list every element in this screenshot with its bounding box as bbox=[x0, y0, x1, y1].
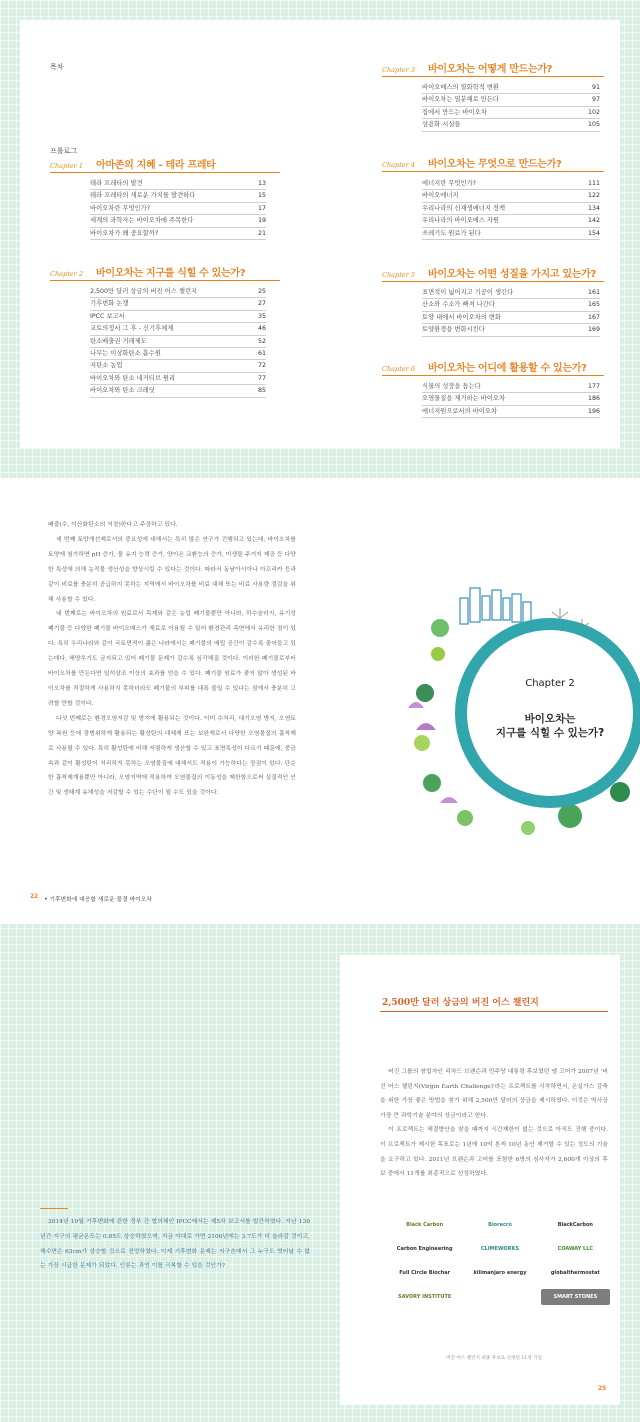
toc-entry-title: 바이오에너지 bbox=[422, 192, 459, 200]
toc-entry-page: 17 bbox=[257, 204, 266, 212]
toc-entry[interactable] bbox=[90, 286, 266, 298]
chapter-title-line: 지구를 식힐 수 있는가? bbox=[495, 727, 605, 739]
chapter-number: Chapter 5 bbox=[382, 271, 415, 279]
logo-blackcarbon: BlackCarbon bbox=[557, 1222, 593, 1228]
toc-entry-page: 167 bbox=[587, 313, 600, 321]
toc-entry-page: 97 bbox=[591, 96, 600, 104]
toc-entry-page: 111 bbox=[587, 180, 600, 187]
toc-entry[interactable] bbox=[422, 312, 600, 324]
toc-entry[interactable] bbox=[422, 119, 600, 131]
chapter-3-list bbox=[422, 82, 600, 132]
chapter-4-heading[interactable] bbox=[382, 155, 562, 170]
note-text bbox=[40, 1215, 310, 1274]
toc-entry-page: 35 bbox=[257, 312, 266, 320]
toc-entry-title: 2,500만 달러 상금의 버진 어스 챌린지 bbox=[90, 288, 198, 295]
toc-entry-page: 91 bbox=[591, 84, 600, 91]
toc-entry-page: 169 bbox=[587, 326, 600, 334]
toc-entry-title: 바이오차는 열분해로 만든다 bbox=[422, 96, 499, 104]
toc-entry[interactable] bbox=[90, 385, 266, 397]
toc-entry[interactable] bbox=[422, 82, 600, 94]
chapter-4-list bbox=[422, 178, 600, 240]
section-paragraph: 버진 그룹의 창업자인 리차드 브랜슨과 민주당 대통령 후보였던 앨 고어가 2007년 '버진 어스 챌린지(Virgin Earth Challenge)'라는 프로젝트를 시작하면서, 온실가스 감축을 위한 가장 좋은 방법을 찾기 위해 2,500만 달러의 상금을 제시하였다. 이것은 역사상 가장 큰 과학기술 분야의 상금이라고 한다. bbox=[380, 1069, 608, 1119]
toc-entry-title: 바이오차와 탄소 네거티브 원리 bbox=[90, 374, 176, 382]
page-number: 25 bbox=[598, 1385, 607, 1392]
logo-full-circle-biochar: Full Circle Biochar bbox=[399, 1270, 451, 1276]
toc-entry[interactable] bbox=[422, 203, 600, 215]
toc-entry[interactable] bbox=[422, 94, 600, 106]
toc-entry-title: 바이오매스의 열화학적 변환 bbox=[422, 84, 499, 91]
section-page bbox=[340, 955, 620, 1405]
toc-entry-page: 186 bbox=[587, 395, 600, 403]
chapter-3-heading[interactable] bbox=[382, 60, 552, 75]
toc-entry-page: 77 bbox=[257, 374, 266, 382]
toc-heading: 목차 bbox=[50, 63, 64, 71]
toc-entry-page: 21 bbox=[257, 229, 266, 237]
logo-coaway: COAWAY LLC bbox=[557, 1246, 594, 1252]
logo-biorecro: Biorecro bbox=[488, 1222, 512, 1228]
toc-entry[interactable] bbox=[422, 215, 600, 227]
toc-entry-title: 나무는 이상화탄소 흡수원 bbox=[90, 349, 161, 357]
chapter-divider bbox=[382, 171, 604, 172]
logo-globalthermostat: globalthermostat bbox=[550, 1270, 600, 1276]
chapter-opener-page bbox=[320, 478, 640, 924]
chapter-number: Chapter 4 bbox=[382, 161, 415, 169]
toc-entry-title: 상용화 시설들 bbox=[422, 121, 461, 129]
chapter-title-line: 바이오차는 bbox=[524, 713, 576, 725]
toc-entry-page: 13 bbox=[257, 180, 266, 187]
section-text bbox=[380, 1065, 608, 1182]
toc-entry[interactable] bbox=[422, 287, 600, 299]
toc-entry-page: 72 bbox=[257, 362, 266, 370]
toc-entry-title: 교토의정서 그 후 - 신기후체제 bbox=[90, 325, 174, 333]
toc-entry-page: 102 bbox=[587, 108, 600, 116]
toc-entry-title: 기후변화 논쟁 bbox=[90, 300, 129, 308]
chapter-divider bbox=[50, 172, 280, 173]
toc-entry[interactable] bbox=[422, 178, 600, 190]
logo-savory-institute: SAVORY INSTITUTE bbox=[398, 1294, 452, 1300]
toc-entry-page: 85 bbox=[257, 387, 266, 395]
logo-kilimanjaro-energy: kilimanjaro energy bbox=[473, 1270, 527, 1276]
toc-prologue: 프롤로그 bbox=[50, 147, 78, 155]
chapter-title: 바이오차는 지구를 식힐 수 있는가? bbox=[96, 268, 246, 279]
toc-entry-title: 오염물질을 제거하는 바이오차 bbox=[422, 395, 506, 403]
toc-entry[interactable] bbox=[90, 336, 266, 348]
chapter-number: Chapter 2 bbox=[50, 270, 83, 278]
toc-entry-title: 탄소배출권 거래제도 bbox=[90, 337, 147, 345]
toc-entry[interactable] bbox=[422, 324, 600, 336]
note-paragraph: 2014년 10월 기후변화에 관한 정부 간 협의체인 IPCC에서는 제5차 보고서를 발간하였다. 지난 130년간 지구의 평균온도는 0.85도 상승하였으며, 지금 이대로 가면 2100년에는 3.7도가 더 올라갈 것이고, 해수면은 63cm가 상승할 것으로 전망하였다. 이제 기후변화 문제는 지구촌에서 그 누구도 벗어날 수 없는 가장 시급한 문제가 되었다. 인류는 과연 이를 극복할 수 있을 것인가? bbox=[40, 1219, 310, 1270]
chapter-divider bbox=[382, 76, 604, 77]
toc-entry-page: 142 bbox=[587, 217, 600, 225]
toc-entry-page: 52 bbox=[257, 337, 266, 345]
chapter-number: Chapter 3 bbox=[382, 66, 415, 74]
toc-entry-page: 161 bbox=[587, 289, 600, 296]
body-paragraph: 배출(수, 이산화탄소의 저장)한다고 주장하고 있다. bbox=[48, 522, 178, 528]
section-title: 2,500만 달러 상금의 버진 어스 챌린지 bbox=[382, 998, 539, 1008]
logo-black-carbon-biochar: Black Carbon bbox=[406, 1222, 444, 1228]
toc-page bbox=[20, 20, 620, 448]
logos-caption: 버진 어스 챌린지 최종 후보로 선정된 11개 기업 bbox=[446, 1356, 542, 1361]
chapter-2-list bbox=[90, 286, 266, 398]
toc-entry[interactable] bbox=[90, 228, 266, 240]
toc-entry[interactable] bbox=[90, 178, 266, 190]
toc-entry-title: 우리나라의 바이오매스 자원 bbox=[422, 217, 499, 225]
chapter-6-list bbox=[422, 381, 600, 418]
chapter-1-heading[interactable] bbox=[50, 156, 216, 171]
chapter-5-heading[interactable] bbox=[382, 265, 596, 280]
running-title: • 기후변화에 대응할 새로운 물결 바이오차 bbox=[44, 897, 152, 903]
toc-entry-page: 46 bbox=[257, 325, 266, 333]
toc-entry[interactable] bbox=[422, 299, 600, 311]
chapter-5-list bbox=[422, 287, 600, 337]
toc-entry-title: 산소와 수소가 빠져 나간다 bbox=[422, 301, 495, 309]
toc-entry[interactable] bbox=[90, 373, 266, 385]
toc-entry-page: 61 bbox=[257, 349, 266, 357]
toc-entry-title: 집에서 만드는 바이오차 bbox=[422, 108, 487, 116]
toc-entry-title: 토양환경을 변화시킨다 bbox=[422, 326, 485, 334]
page-number: 22 bbox=[30, 894, 39, 900]
toc-entry[interactable] bbox=[422, 393, 600, 405]
toc-entry-page: 165 bbox=[587, 301, 600, 309]
body-page bbox=[0, 478, 320, 924]
body-paragraph: 네 번째로는 바이오차의 원료로서 목재와 같은 농업 폐기물뿐만 아니라, 하수슬러지, 유기성 폐기물 등 다양한 폐기물 바이오매스가 재료로 이용될 수 있어 환경관리 측면에서 유리한 점이 있다. 특히 우리나라와 같이 국토면적이 좁은 나라에서는 폐기물의 매립 공간이 갈수록 줄어들고 있는데다, 해양투기도 금지되고 있어 폐기물 문제가 갈수록 심각해질 것이다. 이러한 폐기물로부터 바이오차를 만든다면 일석삼조 이상의 효과를 얻을 수 있다. 폐기물 원료가 좋지 않아 생성된 바이오차를 적절하게 사용하지 못하더라도 폐기물의 부피를 대폭 줄일 수 있다는 점에서 충분히 고려할 만할 것이다. bbox=[48, 611, 296, 707]
chapter-title: 바이오차는 어떻게 만드는가? bbox=[428, 64, 553, 75]
section-divider bbox=[380, 1011, 608, 1012]
chapter-number: Chapter 6 bbox=[382, 365, 415, 373]
toc-entry-title: 테라 프레타의 발견 bbox=[90, 180, 143, 187]
toc-entry[interactable] bbox=[422, 190, 600, 202]
toc-entry[interactable] bbox=[90, 311, 266, 323]
toc-entry-title: 에너지란 무엇인가? bbox=[422, 180, 477, 187]
toc-entry[interactable] bbox=[90, 298, 266, 310]
toc-entry-title: IPCC 보고서 bbox=[90, 312, 125, 320]
logo-empty bbox=[465, 1289, 534, 1305]
logo-carbon-engineering: Carbon Engineering bbox=[396, 1246, 453, 1252]
chapter-title bbox=[455, 712, 640, 740]
toc-entry-title: 바이오차가 왜 중요할까? bbox=[90, 229, 159, 237]
logo-climeworks: CLIMEWORKS bbox=[480, 1246, 520, 1252]
body-paragraph: 다섯 번째로는 환경오염저감 및 방지에 활용되는 것이다. 이미 수처리, 대기오염 방지, 오염토양 복원 등에 광범위하게 활용되는 활성탄의 대체재 또는 보완재로서 다양한 오염물질의 흡착제로 사용될 수 있다. 특히 활성탄에 비해 저렴하게 생산할 수 있고 표면특성이 다르기 때문에, 중금속과 같이 활성탄이 처리하지 못하는 오염물질에 대해서도 적용이 가능하다는 장점이 있다. 단순한 흡착제개용뿐만 아니라, 오염지역에 적용하여 오염물질의 이동성을 제한함으로써 실질적인 인간 및 생태계 유해성을 저감할 수 있는 수단이 될 수도 있을 것이다. bbox=[48, 715, 296, 797]
toc-entry-page: 196 bbox=[587, 407, 600, 415]
chapter-title: 아마존의 지혜 - 테라 프레타 bbox=[96, 160, 216, 171]
city-buildings bbox=[460, 588, 531, 624]
toc-entry-page: 134 bbox=[587, 204, 600, 212]
toc-entry-title: 식물의 성장을 돕는다 bbox=[422, 383, 481, 390]
toc-entry-title: 우리나라의 신재생에너지 정책 bbox=[422, 204, 506, 212]
toc-entry[interactable] bbox=[422, 107, 600, 119]
toc-entry[interactable] bbox=[90, 323, 266, 335]
toc-entry-title: 세계의 과학자는 바이오차에 주목한다 bbox=[90, 217, 194, 225]
body-text bbox=[48, 518, 296, 801]
chapter-divider bbox=[50, 280, 280, 281]
toc-entry-title: 쓰레기도 원료가 된다 bbox=[422, 229, 481, 237]
toc-entry-title: 바이오차란 무엇인가? bbox=[90, 204, 151, 212]
page-footer bbox=[30, 894, 152, 903]
chapter-title: 바이오차는 어디에 활용할 수 있는가? bbox=[428, 363, 587, 374]
toc-entry[interactable] bbox=[90, 203, 266, 215]
toc-entry[interactable] bbox=[90, 348, 266, 360]
chapter-divider bbox=[382, 281, 604, 282]
chapter-1-list bbox=[90, 178, 266, 240]
toc-entry-title: 저탄소 농업 bbox=[90, 362, 123, 370]
toc-entry[interactable] bbox=[422, 228, 600, 240]
toc-entry-page: 154 bbox=[587, 229, 600, 237]
toc-entry-title: 표면적이 넓어지고 기공이 생긴다 bbox=[422, 289, 514, 296]
chapter-number: Chapter 1 bbox=[50, 162, 83, 170]
toc-entry[interactable] bbox=[422, 381, 600, 393]
toc-entry-page: 122 bbox=[587, 192, 600, 200]
logo-smart-stones: SMART STONES bbox=[541, 1289, 610, 1305]
company-logos bbox=[390, 1217, 610, 1305]
toc-entry[interactable] bbox=[90, 215, 266, 227]
toc-entry-title: 테라 프레타의 새로운 가치를 발견하다 bbox=[90, 192, 196, 200]
toc-entry-page: 19 bbox=[257, 217, 266, 225]
chapter-6-heading[interactable] bbox=[382, 359, 587, 374]
toc-entry[interactable] bbox=[90, 190, 266, 202]
chapter-divider bbox=[382, 375, 604, 376]
toc-entry-page: 27 bbox=[257, 300, 266, 308]
toc-entry-page: 177 bbox=[587, 383, 600, 390]
chapter-label: Chapter 2 bbox=[525, 678, 575, 689]
section-paragraph: 이 프로젝트는 해결방안을 찾을 때까지 시간제한이 없는 것으로 아직도 진행 중이다. 이 프로젝트가 제시한 목표로는 1년에 10억 톤씩 10년 동안 제거할 수 있는 정도의 기술을 요구하고 있다. 2011년 브랜슨과 고어를 포함한 6명의 심사자가 2,600개 이상의 후보 중에서 11개를 최종적으로 선정하였다. bbox=[380, 1127, 608, 1178]
toc-entry-title: 에너지원으로서의 바이오차 bbox=[422, 407, 497, 415]
toc-entry-page: 25 bbox=[257, 288, 266, 295]
toc-entry-title: 토양 내에서 바이오차의 변화 bbox=[422, 313, 501, 321]
chapter-title: 바이오차는 어떤 성질을 가지고 있는가? bbox=[428, 269, 596, 280]
chapter-2-heading[interactable] bbox=[50, 264, 245, 279]
toc-entry[interactable] bbox=[90, 360, 266, 372]
body-paragraph: 세 번째 토양개선제로서의 중요성에 대해서는 특히 많은 연구가 진행되고 있는데, 바이오차를 토양에 첨가하면 pH 증가, 물 유지 능력 증가, 양이온 교환능의 증가, 미생물 주거지 제공 등 다양한 특성에 의해 농작물 생산성을 향상시킬 수 있다는 것이다. 따라서 동남아시아나 아프리카 등과 같이 비료를 충분히 공급하지 못하는 지역에서 바이오차를 비료 대체 또는 비료 사용량 절감을 위해 사용할 수 있다. bbox=[48, 536, 296, 603]
chapter-title: 바이오차는 무엇으로 만드는가? bbox=[428, 159, 562, 170]
note-divider bbox=[40, 1208, 68, 1209]
toc-entry-page: 15 bbox=[257, 192, 266, 200]
toc-entry[interactable] bbox=[422, 406, 600, 418]
toc-entry-page: 105 bbox=[587, 121, 600, 129]
toc-entry-title: 바이오차와 탄소 크레딧 bbox=[90, 387, 155, 395]
